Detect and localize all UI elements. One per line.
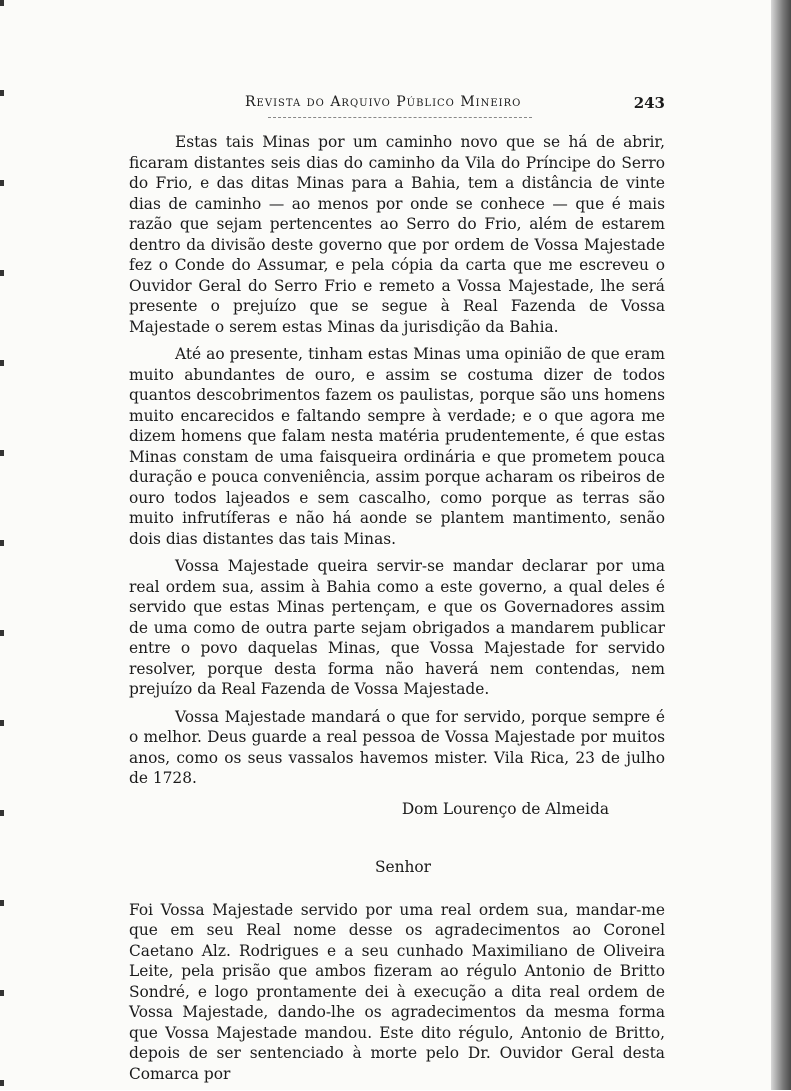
paragraph-3: Vossa Majestade queira servir-se mandar declarar por uma real ordem sua, assim à Bahia como a este governo, a qual deles é servido que estas Minas pertençam, e que os Governadores assim de uma como de outra parte sejam obrigados a mandarem publicar entre o povo daquelas Minas, que Vossa Majestade for servido resolver, porque desta forma não haverá nem contendas, nem prejuízo da Real Fazenda de Vossa Majestade. <box>129 557 665 698</box>
paragraph-5: Foi Vossa Majestade servido por uma real ordem sua, mandar-me que em seu Real nome desse os agradecimentos ao Coronel Caetano Alz. Rodrigues e a seu cunhado Maximiliano de Oliveira Leite, pela prisão que ambos fizeram ao régulo Antonio de Britto Sondré, e logo prontamente dei à execução a dita real ordem de Vossa Majestade, dando-lhe os agradecimentos da mesma forma que Vossa Majestade mandou. Este dito régulo, Antonio de Britto, depois de ser sentenciado à morte pelo Dr. Ouvidor Geral desta Comarca por <box>129 900 665 1083</box>
signature: Dom Lourenço de Almeida <box>401 799 609 818</box>
page-number: 243 <box>633 94 665 112</box>
page-edge-shadow <box>771 0 791 1090</box>
paragraph-4: Vossa Majestade mandará o que for servido, porque sempre é o melhor. Deus guarde a real pessoa de Vossa Majestade por muitos anos, como os seus vassalos havemos mister. Vila Rica, 23 de julho de 1728. <box>129 707 665 787</box>
running-head <box>245 94 665 116</box>
paragraph-1: Estas tais Minas por um caminho novo que se há de abrir, ficaram distantes seis dias do caminho da Vila do Príncipe do Serro do Frio, e das ditas Minas para a Bahia, tem a distância de vinte dias de caminho — ao menos por onde se conhece — que é mais razão que sejam pertencentes ao Serro do Frio, além de estarem dentro da divisão deste governo que por ordem de Vossa Majestade fez o Conde do Assumar, e pela cópia da carta que me escreveu o Ouvidor Geral do Serro Frio e remeto a Vossa Majestade, lhe será presente o prejuízo que se segue à Real Fazenda de Vossa Majestade o serem estas Minas da jurisdição da Bahia. <box>129 133 665 336</box>
salutation: Senhor <box>374 858 432 876</box>
header-rule <box>268 117 532 118</box>
paragraph-2: Até ao presente, tinham estas Minas uma opinião de que eram muito abundantes de ouro, e assim se costuma dizer de todos quantos descobrimentos fazem os paulistas, porque são uns homens muito encarecidos e faltando sempre à verdade; e o que agora me dizem homens que falam nesta matéria prudentemente, é que estas Minas constam de uma faisqueira ordinária e que prometem pouca duração e pouca conveniência, assim porque acharam os ribeiros de ouro todos lajeados e sem cascalho, como porque as terras são muito infrutíferas e não há aonde se plantem mantimento, senão dois dias distantes das tais Minas. <box>129 345 665 548</box>
binding-edge-marks <box>0 0 4 1090</box>
running-title: Revista do Arquivo Público Mineiro <box>245 94 522 110</box>
body-text <box>129 132 665 1091</box>
